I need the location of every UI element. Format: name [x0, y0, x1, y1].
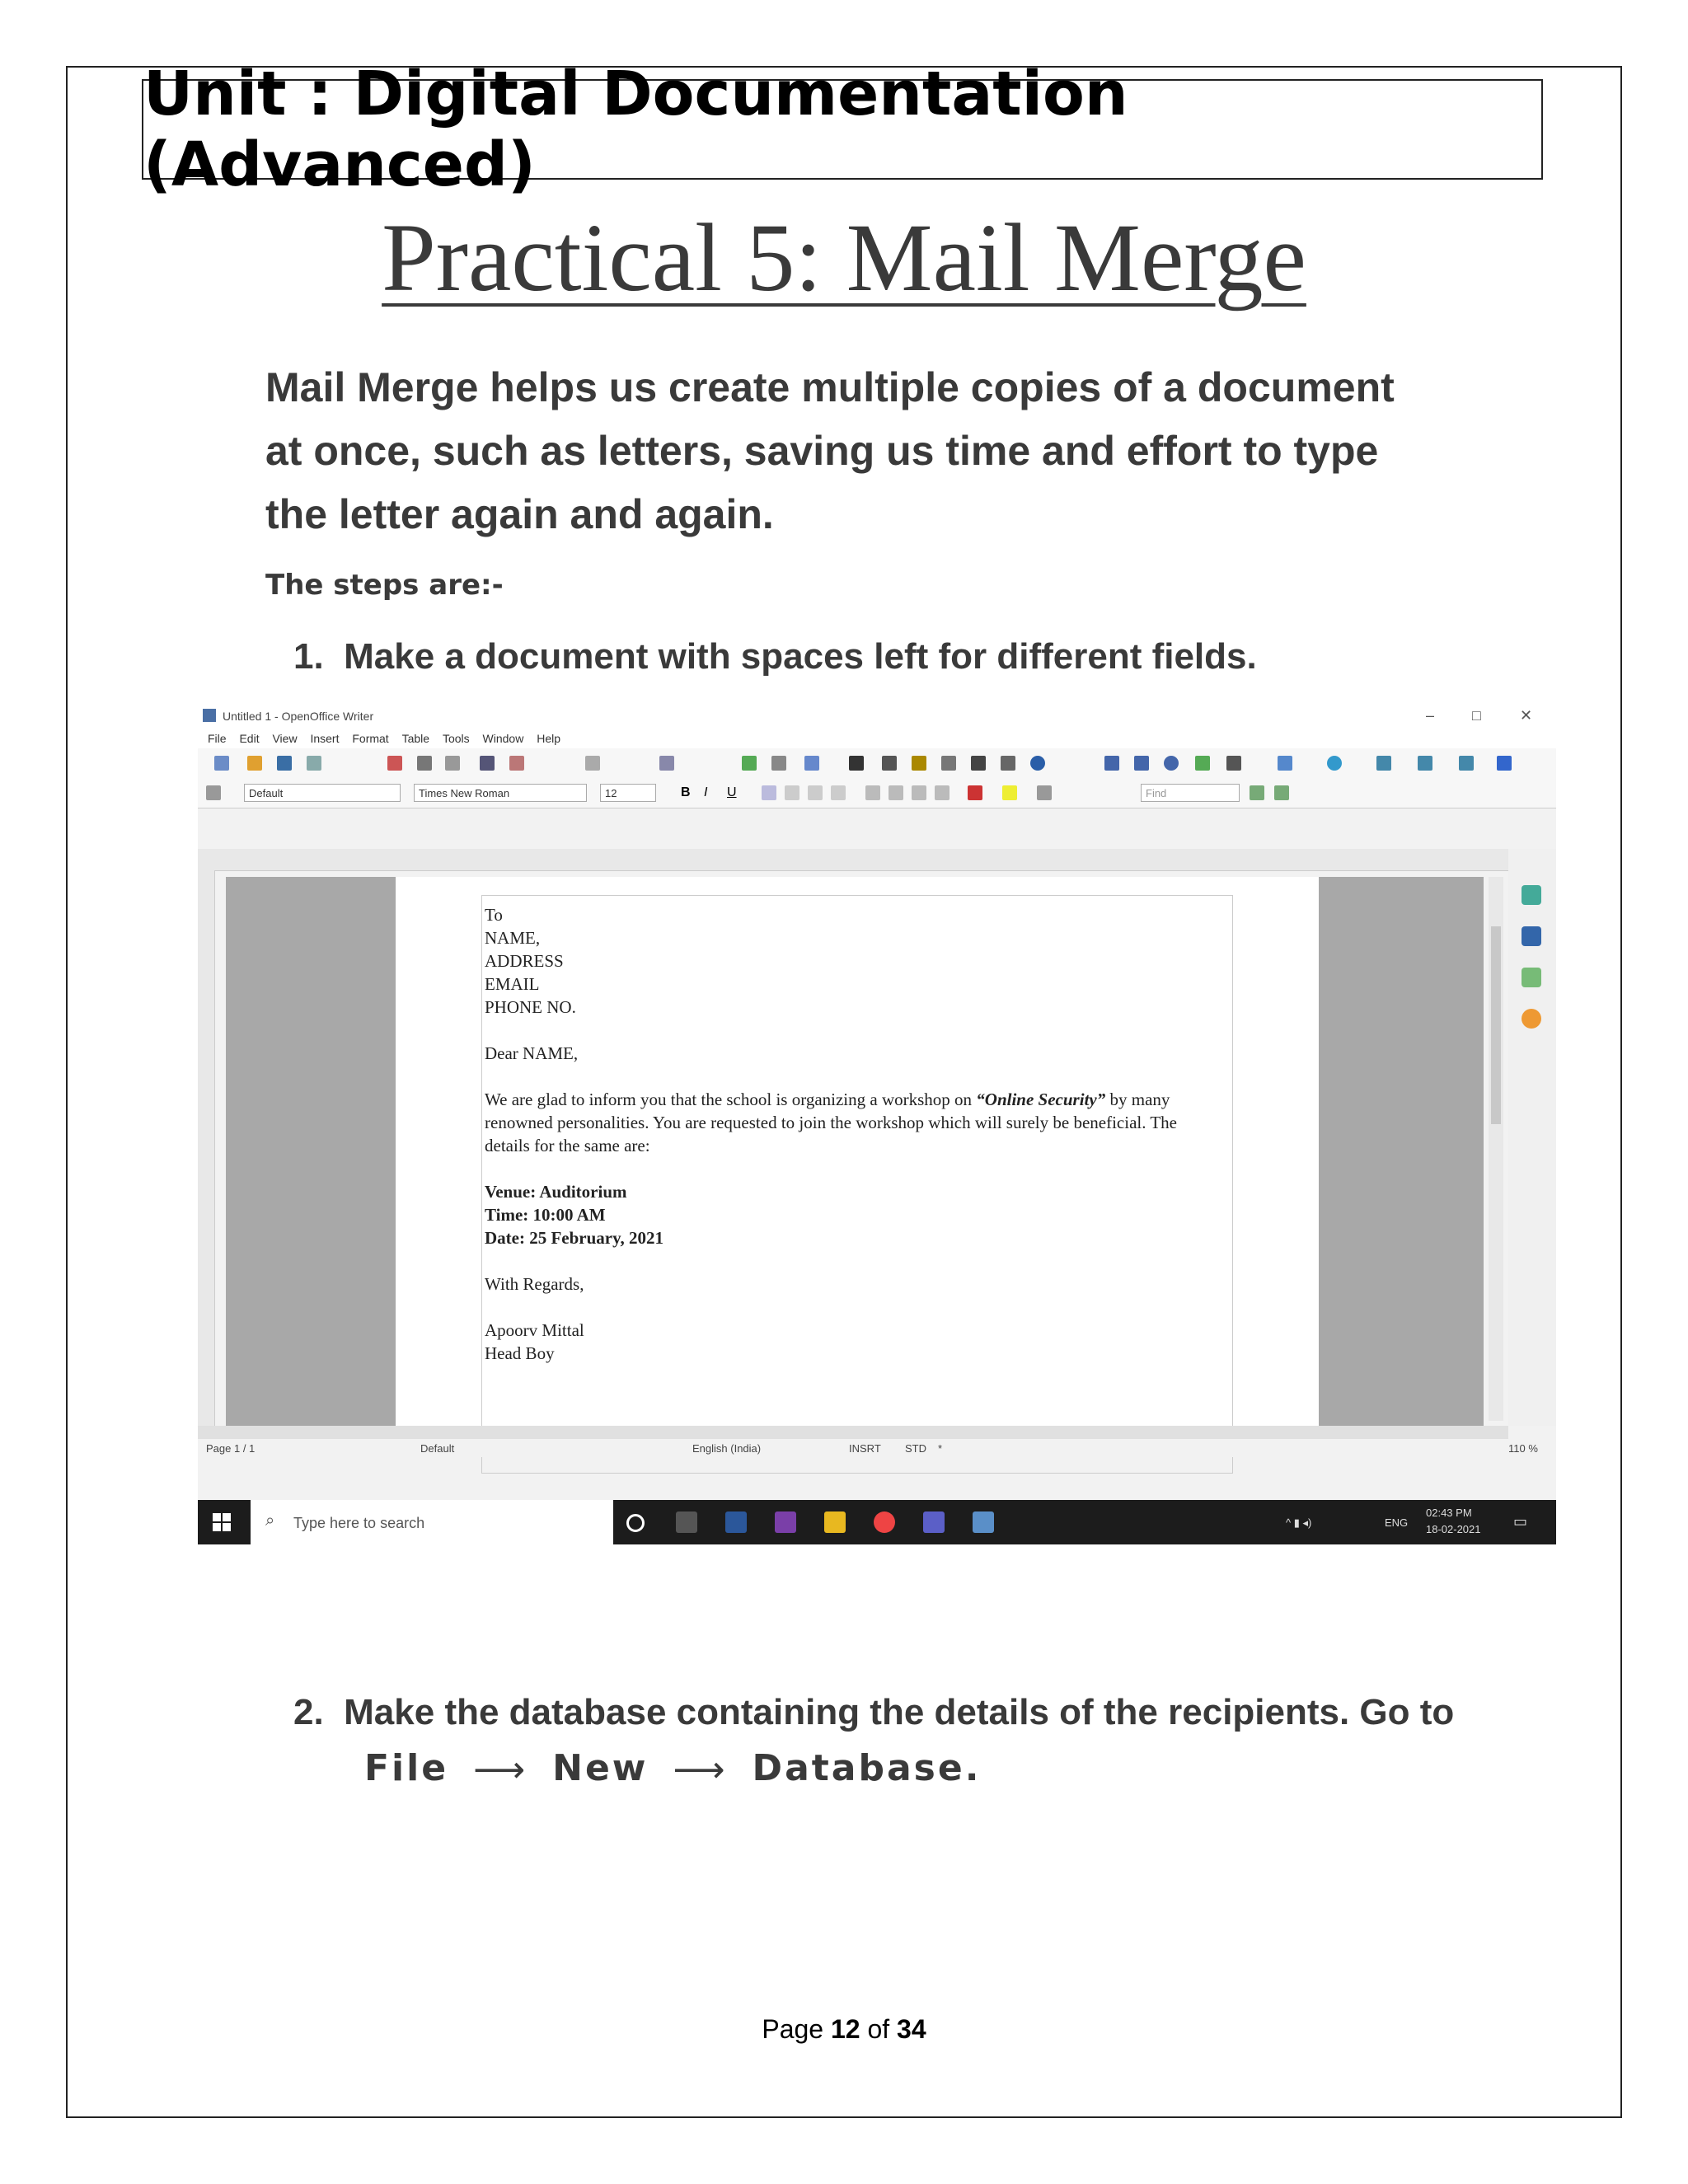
- path-database: Database.: [752, 1747, 982, 1789]
- field-address: ADDRESS: [485, 951, 564, 971]
- page-number: [0, 2014, 1688, 2045]
- print-preview-icon[interactable]: [445, 756, 460, 771]
- undo-icon[interactable]: [659, 756, 674, 771]
- cortana-icon[interactable]: [626, 1514, 645, 1532]
- unit-title: Unit : Digital Documentation (Advanced): [142, 79, 1543, 180]
- intro-line: the letter again and again.: [265, 491, 774, 537]
- arrow-icon: ⟶: [673, 1749, 728, 1791]
- horizontal-ruler: [214, 849, 1517, 871]
- menu-bar: [198, 729, 1556, 748]
- tray-date[interactable]: 18-02-2021: [1426, 1523, 1481, 1535]
- venue-line: Venue: Auditorium: [485, 1182, 627, 1202]
- intro-line: Mail Merge helps us create multiple copies of a document: [265, 364, 1395, 410]
- align-right-icon[interactable]: [808, 785, 823, 800]
- save-icon[interactable]: [277, 756, 292, 771]
- practical-title: Practical 5: Mail Merge: [382, 204, 1306, 312]
- window-title: Untitled 1 - OpenOffice Writer: [223, 710, 374, 723]
- font-size-select[interactable]: 12: [600, 784, 656, 802]
- basic-shapes-icon[interactable]: [1278, 756, 1292, 771]
- menu-window[interactable]: Window: [482, 732, 524, 745]
- spellcheck-icon[interactable]: [480, 756, 495, 771]
- sender-name: Apoorv Mittal: [485, 1320, 584, 1340]
- step-1: [293, 636, 1257, 677]
- body-part: by many renowned personalities. You are requested to join the workshop which will surely be beneficial. The details for the same are:: [485, 1090, 1177, 1155]
- bullets-icon[interactable]: [889, 785, 903, 800]
- document-background-left: [226, 877, 396, 1426]
- properties-icon[interactable]: [1522, 885, 1541, 905]
- menu-table[interactable]: Table: [401, 732, 430, 745]
- field-phone: PHONE NO.: [485, 997, 576, 1017]
- openoffice-screenshot: [198, 702, 1556, 1544]
- block-arrows-icon[interactable]: [1376, 756, 1391, 771]
- styles-formatting-icon[interactable]: [1522, 926, 1541, 946]
- path-new: New: [552, 1747, 649, 1789]
- bold-icon[interactable]: B: [681, 785, 691, 799]
- background-color-icon[interactable]: [1037, 785, 1052, 800]
- menu-edit[interactable]: Edit: [239, 732, 260, 745]
- tray-icons[interactable]: ^ ▮ ◂): [1286, 1516, 1312, 1529]
- stars-icon[interactable]: [1497, 756, 1512, 771]
- find-previous-icon[interactable]: [1274, 785, 1289, 800]
- status-language: English (India): [692, 1442, 762, 1455]
- increase-indent-icon[interactable]: [935, 785, 950, 800]
- windows-start-icon[interactable]: [213, 1513, 231, 1531]
- status-bar: [198, 1439, 1556, 1457]
- formatting-marks-icon[interactable]: [971, 756, 986, 771]
- table-icon[interactable]: [771, 756, 786, 771]
- steps-label: The steps are:-: [265, 569, 504, 602]
- close-icon[interactable]: ✕: [1520, 707, 1533, 724]
- justify-icon[interactable]: [831, 785, 846, 800]
- italic-icon[interactable]: I: [704, 785, 708, 799]
- status-page: Page 1 / 1: [206, 1442, 256, 1455]
- date-line: Date: 25 February, 2021: [485, 1228, 663, 1248]
- taskbar-search[interactable]: [251, 1500, 613, 1544]
- menu-file[interactable]: File: [208, 732, 227, 745]
- data-sources-icon[interactable]: [941, 756, 956, 771]
- task-view-icon[interactable]: [676, 1511, 697, 1533]
- menu-help[interactable]: Help: [537, 732, 561, 745]
- status-style: Default: [420, 1442, 455, 1455]
- text-tool-icon[interactable]: [1226, 756, 1241, 771]
- status-zoom[interactable]: 110 %: [1508, 1442, 1538, 1455]
- status-insert-mode[interactable]: INSRT: [849, 1442, 881, 1455]
- body-part: We are glad to inform you that the school is organizing a workshop on: [485, 1090, 977, 1109]
- tray-lang[interactable]: ENG: [1385, 1516, 1409, 1529]
- align-left-icon[interactable]: [762, 785, 776, 800]
- print-icon[interactable]: [417, 756, 432, 771]
- formatting-toolbar: [198, 778, 1556, 808]
- font-color-icon[interactable]: [968, 785, 982, 800]
- vertical-scrollbar[interactable]: [1489, 877, 1503, 1421]
- export-pdf-icon[interactable]: [387, 756, 402, 771]
- chrome-icon[interactable]: [874, 1511, 895, 1533]
- minimize-icon[interactable]: –: [1426, 707, 1435, 724]
- field-email: EMAIL: [485, 974, 540, 994]
- window-titlebar: [198, 702, 1556, 729]
- align-center-icon[interactable]: [785, 785, 799, 800]
- file-explorer-icon[interactable]: [824, 1511, 846, 1533]
- onenote-icon[interactable]: [775, 1511, 796, 1533]
- page-prefix: Page: [762, 2014, 824, 2044]
- font-name-select[interactable]: Times New Roman: [414, 784, 587, 802]
- navigator-sidebar-icon[interactable]: [1522, 1009, 1541, 1029]
- intro-paragraph: [265, 356, 1452, 546]
- writer-app-icon: [203, 709, 216, 722]
- autospellcheck-icon[interactable]: [509, 756, 524, 771]
- closing: With Regards,: [485, 1274, 584, 1294]
- page-of: of: [867, 2014, 890, 2044]
- horizontal-scrollbar[interactable]: [198, 1426, 1508, 1439]
- page-current: 12: [830, 2014, 860, 2044]
- menu-view[interactable]: View: [272, 732, 298, 745]
- path-file: File: [364, 1747, 449, 1789]
- flowchart-icon[interactable]: [1418, 756, 1432, 771]
- paragraph-style-select[interactable]: Default: [244, 784, 401, 802]
- gallery-sidebar-icon[interactable]: [1522, 968, 1541, 987]
- scroll-thumb[interactable]: [1491, 926, 1501, 1124]
- ellipse-tool-icon[interactable]: [1164, 756, 1179, 771]
- openoffice-taskbar-icon[interactable]: [973, 1511, 994, 1533]
- arrow-icon: ⟶: [473, 1749, 528, 1791]
- teams-icon[interactable]: [923, 1511, 945, 1533]
- tray-time[interactable]: 02:43 PM: [1426, 1507, 1472, 1519]
- step-2: [293, 1685, 1563, 1798]
- numbering-icon[interactable]: [865, 785, 880, 800]
- page-total: 34: [897, 2014, 926, 2044]
- menu-insert[interactable]: Insert: [310, 732, 340, 745]
- notification-icon[interactable]: ▭: [1513, 1513, 1528, 1530]
- word-icon[interactable]: [725, 1511, 747, 1533]
- decrease-indent-icon[interactable]: [912, 785, 926, 800]
- maximize-icon[interactable]: □: [1472, 707, 1481, 724]
- gallery-icon[interactable]: [912, 756, 926, 771]
- find-replace-icon[interactable]: [849, 756, 864, 771]
- field-name: NAME,: [485, 928, 541, 948]
- step-text: Make a document with spaces left for different fields.: [344, 636, 1257, 677]
- highlight-icon[interactable]: [1002, 785, 1017, 800]
- rectangle-tool-icon[interactable]: [1134, 756, 1149, 771]
- status-modified: *: [938, 1442, 943, 1455]
- underline-icon[interactable]: U: [727, 785, 737, 799]
- zoom-icon[interactable]: [1001, 756, 1015, 771]
- styles-icon[interactable]: [206, 785, 221, 800]
- navigator-icon[interactable]: [882, 756, 897, 771]
- vertical-ruler: [198, 849, 215, 1426]
- search-placeholder: Type here to search: [293, 1515, 425, 1531]
- step-text: Make the database containing the details of the recipients. Go to: [344, 1692, 1455, 1732]
- callouts-icon[interactable]: [1459, 756, 1474, 771]
- time-line: Time: 10:00 AM: [485, 1205, 606, 1225]
- sender-title: Head Boy: [485, 1343, 555, 1363]
- letter-to: To: [485, 905, 503, 925]
- help-icon[interactable]: [1030, 756, 1045, 771]
- workshop-topic: “Online Security”: [976, 1090, 1106, 1109]
- intro-line: at once, such as letters, saving us time and effort to type: [265, 428, 1379, 474]
- find-input[interactable]: Find: [1141, 784, 1240, 802]
- find-next-icon[interactable]: [1250, 785, 1264, 800]
- search-icon: ⌕: [265, 1511, 275, 1530]
- menu-tools[interactable]: Tools: [442, 732, 470, 745]
- step-number: 1.: [293, 636, 324, 677]
- line-tool-icon[interactable]: [1104, 756, 1119, 771]
- sidebar-panel: [1508, 849, 1556, 1426]
- email-icon[interactable]: [307, 756, 321, 771]
- menu-format[interactable]: Format: [352, 732, 389, 745]
- menu-path: [364, 1741, 1563, 1798]
- salutation: Dear NAME,: [485, 1043, 579, 1063]
- freeform-tool-icon[interactable]: [1195, 756, 1210, 771]
- letter-text[interactable]: [485, 903, 1226, 1365]
- draw-functions-icon[interactable]: [804, 756, 819, 771]
- document-background-right: [1319, 877, 1484, 1426]
- step-number: 2.: [293, 1692, 324, 1732]
- letter-body: [485, 1088, 1226, 1157]
- windows-taskbar: [198, 1500, 1556, 1544]
- paste-icon[interactable]: [585, 756, 600, 771]
- standard-toolbar: [198, 748, 1556, 779]
- open-folder-icon[interactable]: [247, 756, 262, 771]
- status-selection-mode[interactable]: STD: [905, 1442, 926, 1455]
- new-document-icon[interactable]: [214, 756, 229, 771]
- symbol-shapes-icon[interactable]: [1327, 756, 1342, 771]
- hyperlink-icon[interactable]: [742, 756, 757, 771]
